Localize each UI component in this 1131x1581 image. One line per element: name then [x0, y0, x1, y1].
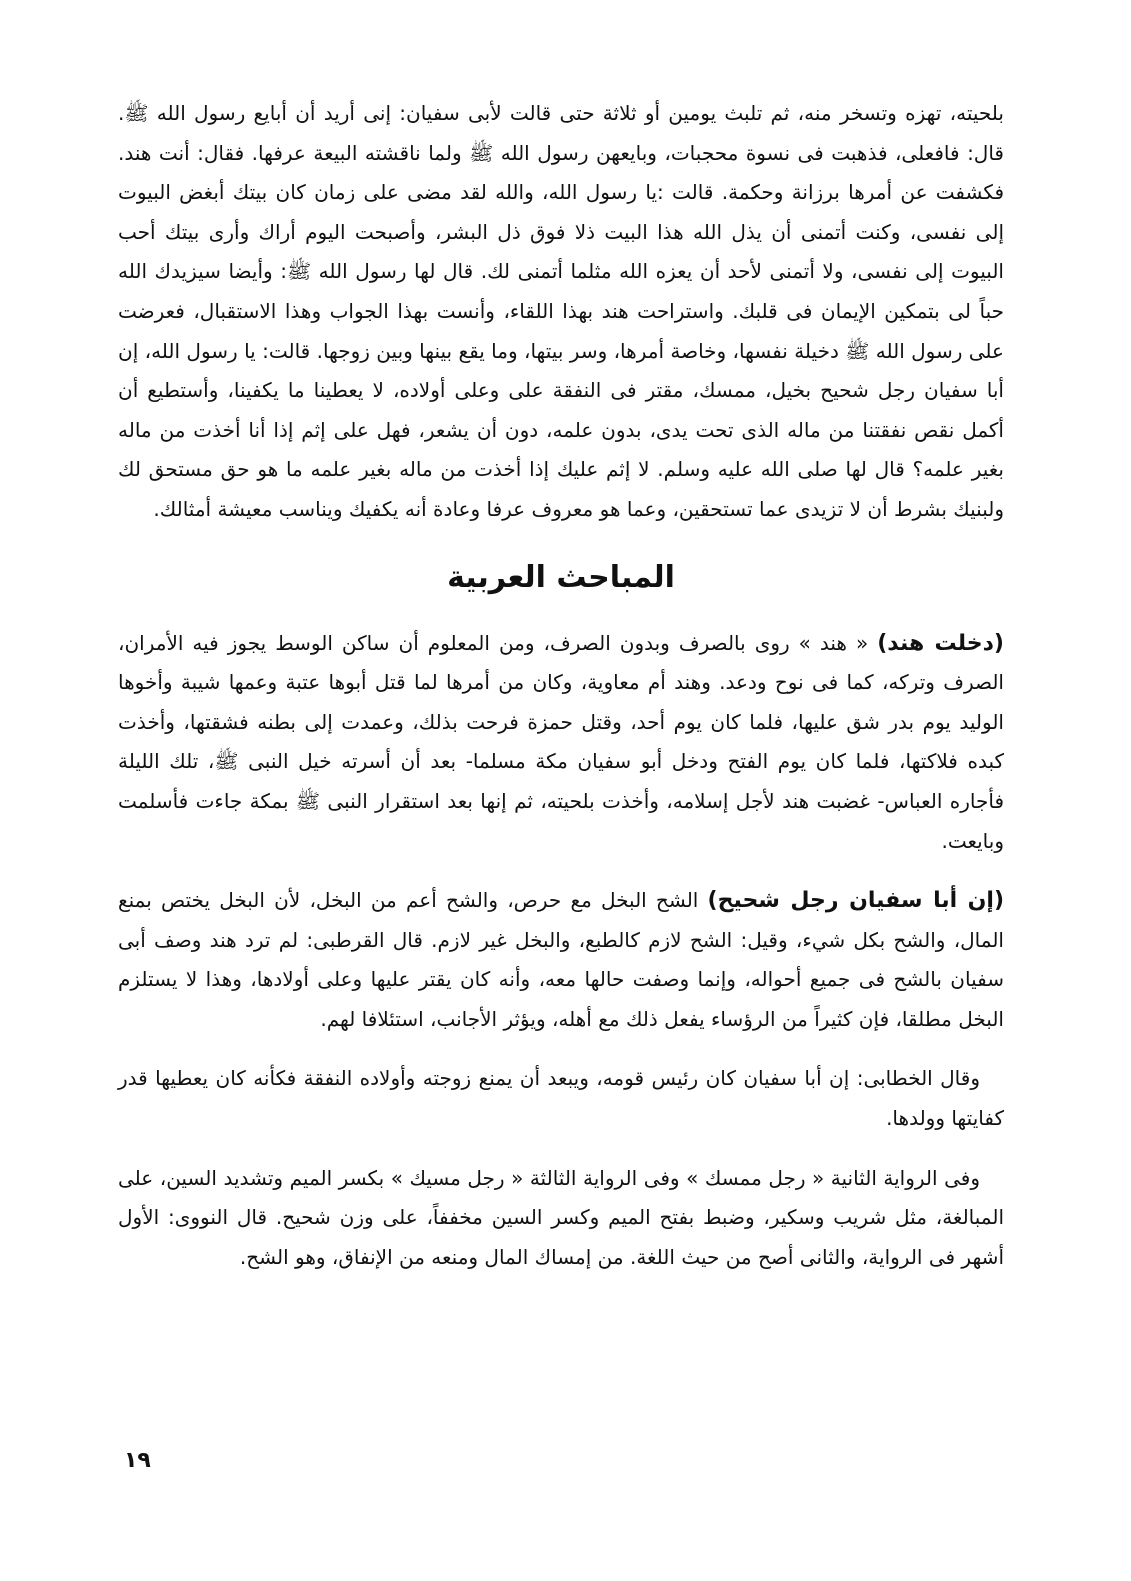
shahih-text: الشح البخل مع حرص، والشح أعم من البخل، لأن البخل يختص بمنع المال، والشح بكل شيء، وقيل: الشح لازم كالطبع، والبخل غير لازم. قال القرطبى: لم ترد هند وصف أبى سفيان بالشح فى جميع أحواله، وإنما وصفت حالها معه، وأنه كان يقتر عليها وعلى أولادها، وهذا لا يستلزم البخل مطلقا، فإن كثيراً من الرؤساء يفعل ذلك مع أهله، ويؤثر الأجانب، استئلافا لهم.	[118, 888, 1004, 1031]
page-number: ١٩	[124, 1448, 151, 1473]
section-heading: المباحث العربية	[447, 559, 675, 595]
intro-paragraph: بلحيته، تهزه وتسخر منه، ثم تلبث يومين أو ثلاثة حتى قالت لأبى سفيان: إنى أريد أن أبايع رسول الله ﷺ. قال: فافعلى، فذهبت فى نسوة محجبات، وبايعهن رسول الله ﷺ ولما ناقشته البيعة عرفها. فقال: أنت هند. فكشفت عن أمرها برزانة وحكمة. قالت :يا رسول الله، والله لقد مضى على زمان كان بيتك أبغض البيوت إلى نفسى، وكنت أتمنى أن يذل الله هذا البيت ذلا فوق ذل البشر، وأصبحت اليوم أراك وأرى بيتك أحب البيوت إلى نفسى، ولا أتمنى لأحد أن يعزه الله مثلما أتمنى لك. قال لها رسول الله ﷺ: وأيضا سيزيدك الله حباً لى بتمكين الإيمان فى قلبك. واستراحت هند بهذا اللقاء، وأنست بهذا الجواب وهذا الاستقبال، فعرضت على رسول الله ﷺ دخيلة نفسها، وخاصة أمرها، وسر بيتها، وما يقع بينها وبين زوجها. قالت: يا رسول الله، إن أبا سفيان رجل شحيح بخيل، ممسك، مقتر فى النفقة على وعلى أولاده، لا يعطينا ما يكفينا، وأستطيع أن أكمل نقص نفقتنا من ماله الذى تحت يدى، بدون علمه، دون أن يشعر، فهل على إثم إذا أنا أخذت من ماله بغير علمه؟ قال لها صلى الله عليه وسلم. لا إثم عليك إذا أخذت من ماله بغير علمه ما هو حق مستحق لك ولبنيك بشرط أن لا تزيدى عما تستحقين، وعما هو معروف عرفا وعادة أنه يكفيك ويناسب معيشة أمثالك.	[118, 101, 1004, 521]
riwaya-paragraph: وفى الرواية الثانية « رجل ممسك » وفى الرواية الثالثة « رجل مسيك » بكسر الميم وتشديد السين، على المبالغة، مثل شريب وسكير، وضبط بفتح الميم وكسر السين مخففاً، على وزن شحيح. قال النووى: الأول أشهر فى الرواية، والثانى أصح من حيث اللغة. من إمساك المال ومنعه من الإنفاق، وهو الشح.	[118, 1165, 1004, 1269]
khattabi-paragraph: وقال الخطابى: إن أبا سفيان كان رئيس قومه، ويبعد أن يمنع زوجته وأولاده النفقة فكأنه كان يعطيها قدر كفايتها وولدها.	[118, 1066, 1004, 1131]
hind-paragraph	[118, 624, 1004, 862]
hind-label: (دخلت هند)	[877, 630, 1004, 656]
shahih-label: (إن أبا سفيان رجل شحيح)	[707, 888, 1004, 914]
hind-text: « هند » روى بالصرف وبدون الصرف، ومن المعلوم أن ساكن الوسط يجوز فيه الأمران، الصرف وتركه، كما فى نوح ودعد. وهند أم معاوية، وكان من أمرها لما قتل أبوها عتبة وعمها شيبة وأخوها الوليد يوم بدر شق عليها، فلما كان يوم أحد، وقتل حمزة فرحت بذلك، وعمدت إلى بطنه فشقتها، وأخذت كبده فلاكتها، فلما كان يوم الفتح ودخل أبو سفيان مكة مسلما- بعد أن أسرته خيل النبى ﷺ، تلك الليلة فأجاره العباس- غضبت هند لأجل إسلامه، وأخذت بلحيته، ثم إنها بعد استقرار النبى ﷺ بمكة جاءت فأسلمت وبايعت.	[118, 630, 1004, 853]
shahih-paragraph	[118, 881, 1004, 1039]
